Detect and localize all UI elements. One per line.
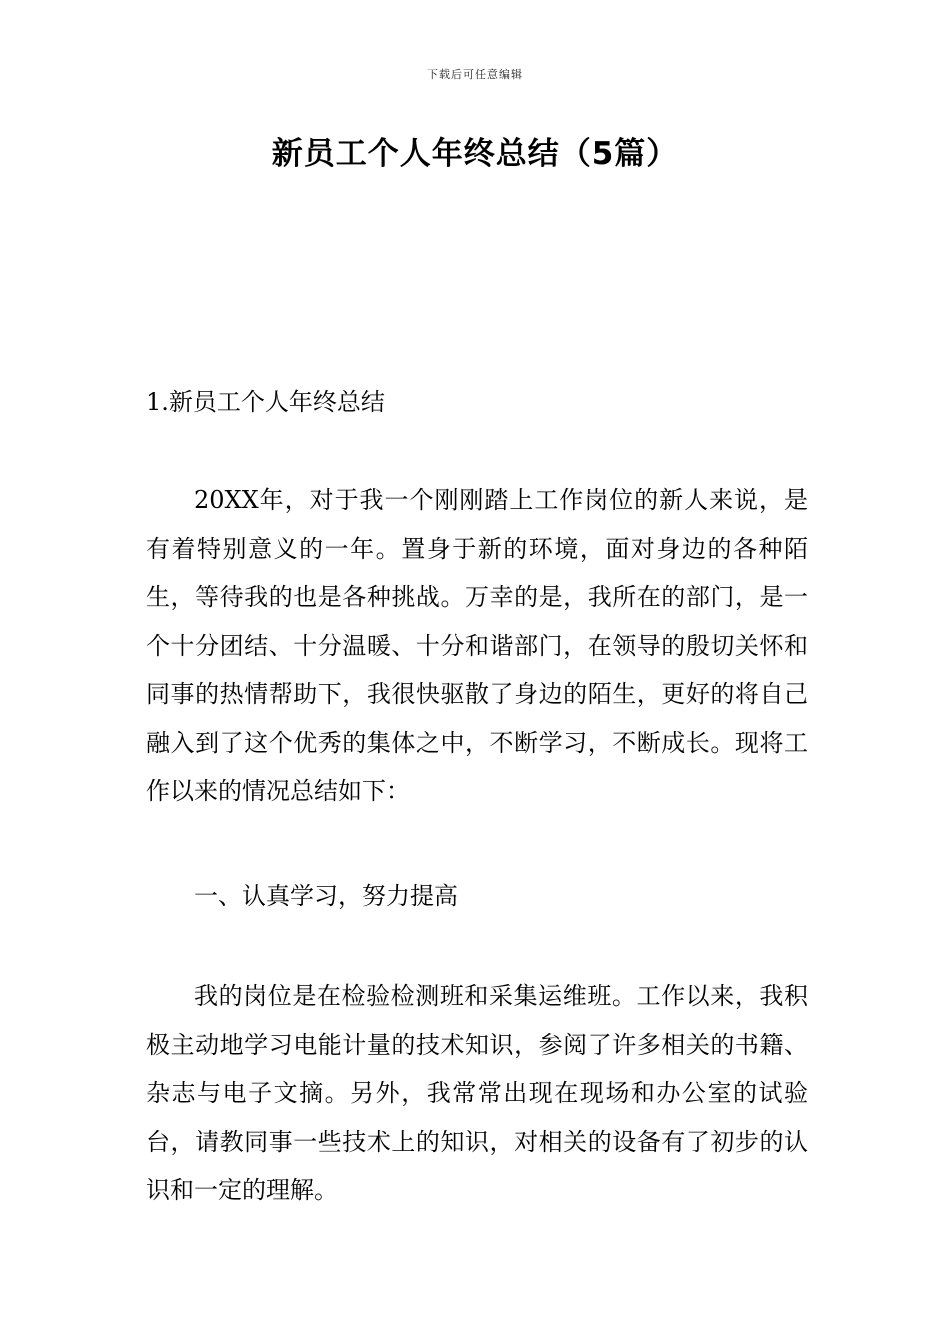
subheading-study: 一、认真学习，努力提高 (194, 882, 458, 910)
document-title: 新员工个人年终总结（5篇） (271, 136, 679, 172)
section-heading: 1.新员工个人年终总结 (146, 388, 385, 416)
header-note: 下载后可任意编辑 (427, 68, 523, 81)
paragraph-study: 我的岗位是在检验检测班和采集运维班。工作以来，我积极主动地学习电能计量的技术知识，参阅了许多相关的书籍、杂志与电子文摘。另外，我常常出现在现场和办公室的试验台，请教同事一些技术上的知识，对相关的设备有了初步的认识和一定的理解。 (146, 982, 808, 1204)
paragraph-intro: 20XX年，对于我一个刚刚踏上工作岗位的新人来说，是有着特别意义的一年。置身于新的环境，面对身边的各种陌生，等待我的也是各种挑战。万幸的是，我所在的部门，是一个十分团结、十分温暖、十分和谐部门，在领导的殷切关怀和同事的热情帮助下，我很快驱散了身边的陌生，更好的将自己融入到了这个优秀的集体之中，不断学习，不断成长。现将工作以来的情况总结如下： (146, 486, 808, 805)
